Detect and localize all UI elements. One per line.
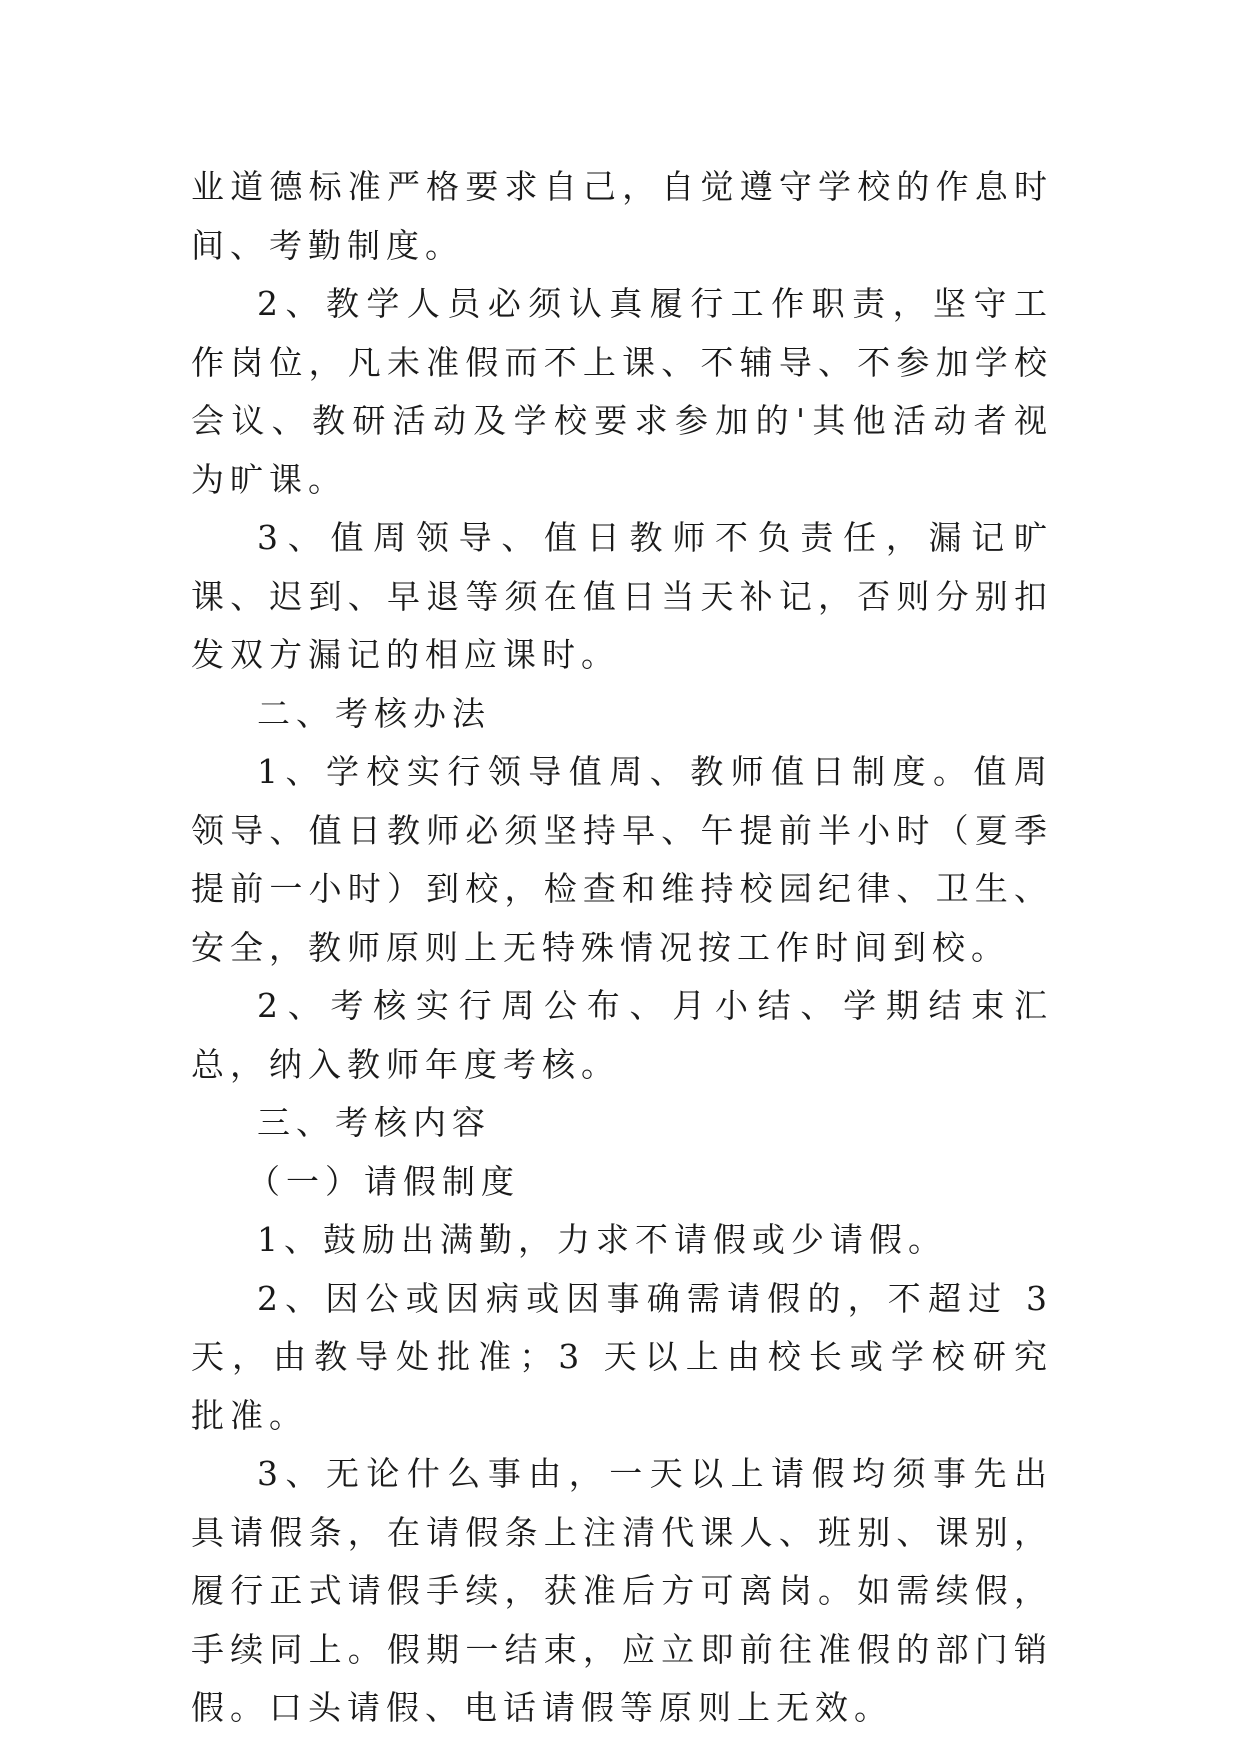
- paragraph-leave-2: 2、因公或因病或因事确需请假的，不超过 3 天，由教导处批准；3 天以上由校长或学校研究批准。: [191, 1278, 1053, 1435]
- paragraph-leave-3: 3、无论什么事由，一天以上请假均须事先出具请假条，在请假条上注清代课人、班别、课别，履行正式请假手续，获准后方可离岗。如需续假，手续同上。假期一结束，应立即前往准假的部门销假。口头请假、电话请假等原则上无效。: [191, 1454, 1053, 1727]
- paragraph-continuation: 业道德标准严格要求自己，自觉遵守学校的作息时间、考勤制度。: [191, 167, 1053, 265]
- paragraph-leave-1: 1、鼓励出满勤，力求不请假或少请假。: [257, 1220, 947, 1259]
- paragraph-method-1: 1、学校实行领导值周、教师值日制度。值周领导、值日教师必须坚持早、午提前半小时（夏季提前一小时）到校，检查和维持校园纪律、卫生、安全，教师原则上无特殊情况按工作时间到校。: [191, 752, 1053, 967]
- paragraph-method-2: 2、考核实行周公布、月小结、学期结束汇总，纳入教师年度考核。: [191, 986, 1053, 1084]
- section-heading-assessment-content: 三、考核内容: [257, 1103, 491, 1142]
- section-heading-assessment-method: 二、考核办法: [257, 693, 491, 733]
- paragraph-item-2: 2、教学人员必须认真履行工作职责，坚守工作岗位，凡未准假而不上课、不辅导、不参加学校会议、教研活动及学校要求参加的'其他活动者视为旷课。: [191, 284, 1053, 499]
- paragraph-item-3: 3、值周领导、值日教师不负责任，漏记旷课、迟到、早退等须在值日当天补记，否则分别扣发双方漏记的相应课时。: [191, 518, 1053, 674]
- subsection-heading-leave-system: （一）请假制度: [247, 1161, 520, 1201]
- document-body: [191, 158, 1053, 1738]
